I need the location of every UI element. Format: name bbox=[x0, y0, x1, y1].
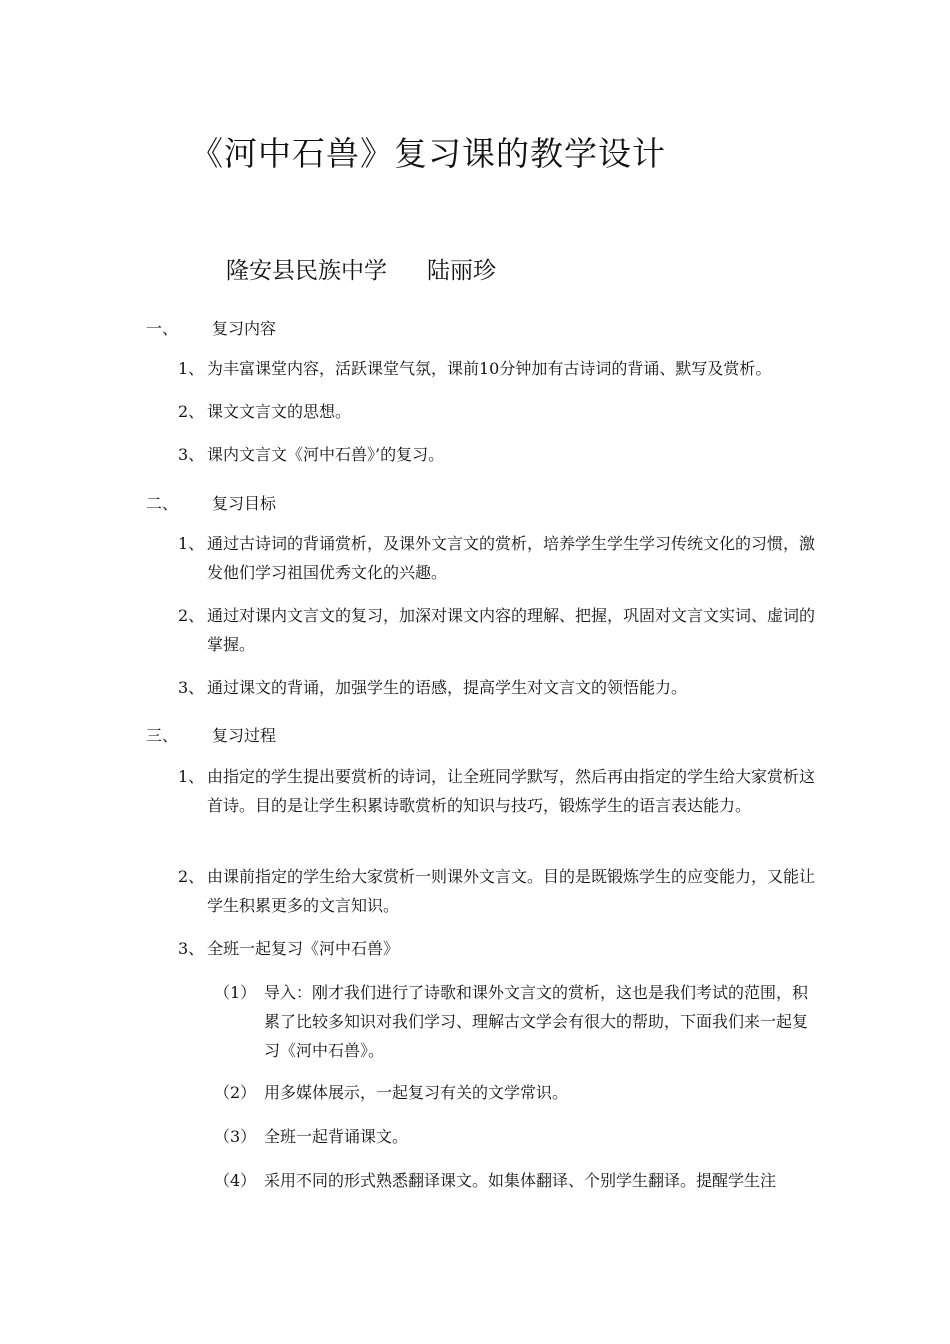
item-number: 3、 bbox=[178, 939, 205, 958]
list-item bbox=[178, 673, 818, 702]
item-number: 2、 bbox=[178, 606, 205, 625]
sub-list-item bbox=[214, 1122, 820, 1151]
list-item bbox=[178, 529, 818, 587]
author-line bbox=[226, 252, 496, 285]
item-number: 1、 bbox=[178, 359, 205, 378]
list-item bbox=[178, 762, 818, 820]
item-number: 2、 bbox=[178, 867, 205, 886]
list-item bbox=[178, 934, 818, 963]
item-text: 为丰富课堂内容，活跃课堂气氛，课前10分钟加有古诗词的背诵、默写及赏析。 bbox=[207, 359, 772, 378]
section-heading-3 bbox=[146, 723, 276, 746]
list-item bbox=[178, 862, 818, 920]
sub-list-item bbox=[214, 1166, 820, 1195]
sub-item-text: 采用不同的形式熟悉翻译课文。如集体翻译、个别学生翻译。提醒学生注 bbox=[264, 1171, 777, 1190]
section-heading-1 bbox=[146, 316, 276, 339]
sub-item-number: （3） bbox=[214, 1127, 257, 1146]
item-text: 由课前指定的学生给大家赏析一则课外文言文。目的是既锻炼学生的应变能力，又能让学生积累更多的文言知识。 bbox=[207, 867, 816, 915]
item-number: 1、 bbox=[178, 767, 205, 786]
item-text: 课内文言文《河中石兽》’的复习。 bbox=[207, 445, 445, 464]
item-number: 3、 bbox=[178, 678, 205, 697]
list-item bbox=[178, 354, 818, 383]
section-number: 一、 bbox=[146, 319, 179, 338]
sub-list-item bbox=[214, 978, 820, 1065]
section-title: 复习内容 bbox=[212, 319, 277, 338]
section-number: 二、 bbox=[146, 494, 179, 513]
sub-item-number: （1） bbox=[214, 983, 257, 1002]
list-item bbox=[178, 440, 818, 469]
item-text: 通过课文的背诵，加强学生的语感，提高学生对文言文的领悟能力。 bbox=[207, 678, 688, 697]
item-text: 由指定的学生提出要赏析的诗词，让全班同学默写，然后再由指定的学生给大家赏析这首诗。目的是让学生积累诗歌赏析的知识与技巧，锻炼学生的语言表达能力。 bbox=[207, 767, 816, 815]
item-number: 3、 bbox=[178, 445, 205, 464]
sub-list-item bbox=[214, 1078, 820, 1107]
item-text: 通过古诗词的背诵赏析，及课外文言文的赏析，培养学生学生学习传统文化的习惯，激发他们学习祖国优秀文化的兴趣。 bbox=[207, 534, 816, 582]
item-number: 1、 bbox=[178, 534, 205, 553]
section-number: 三、 bbox=[146, 726, 179, 745]
item-text: 课文文言文的思想。 bbox=[207, 402, 352, 421]
item-text: 全班一起复习《河中石兽》 bbox=[207, 939, 400, 958]
sub-item-number: （2） bbox=[214, 1083, 257, 1102]
sub-item-text: 导入：刚才我们进行了诗歌和课外文言文的赏析，这也是我们考试的范围，积累了比较多知识对我们学习、理解古文学会有很大的帮助，下面我们来一起复习《河中石兽》。 bbox=[264, 983, 809, 1060]
sub-item-number: （4） bbox=[214, 1171, 257, 1190]
author-name: 陆丽珍 bbox=[427, 258, 496, 284]
sub-item-text: 用多媒体展示，一起复习有关的文学常识。 bbox=[264, 1083, 569, 1102]
section-heading-2 bbox=[146, 491, 276, 514]
item-text: 通过对课内文言文的复习，加深对课文内容的理解、把握，巩固对文言文实词、虚词的掌握。 bbox=[207, 606, 816, 654]
document-title: 《河中石兽》复习课的教学设计 bbox=[190, 134, 666, 173]
section-title: 复习过程 bbox=[212, 726, 277, 745]
sub-item-text: 全班一起背诵课文。 bbox=[264, 1127, 409, 1146]
author-school: 隆安县民族中学 bbox=[226, 258, 387, 284]
list-item bbox=[178, 397, 818, 426]
list-item bbox=[178, 601, 818, 659]
section-title: 复习目标 bbox=[212, 494, 277, 513]
item-number: 2、 bbox=[178, 402, 205, 421]
